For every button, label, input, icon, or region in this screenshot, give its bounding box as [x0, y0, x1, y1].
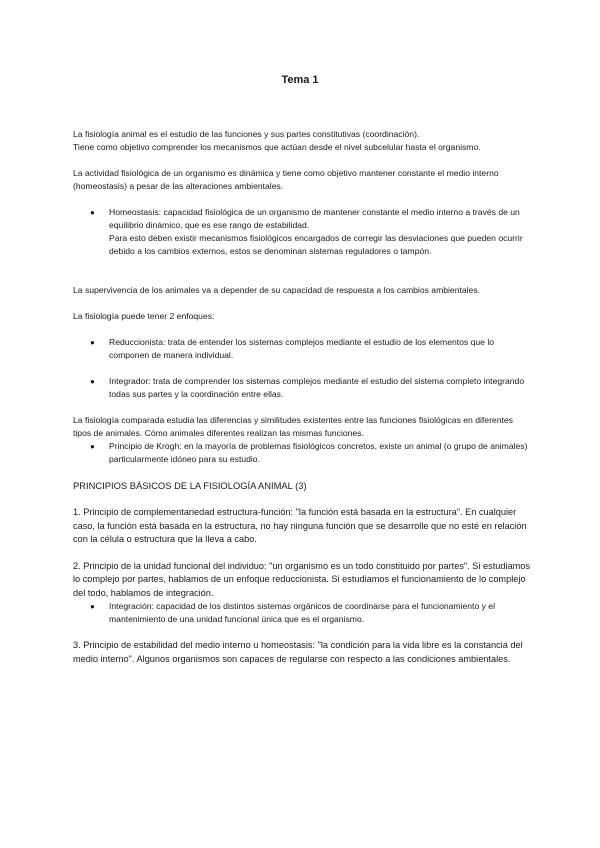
- page-title: Tema 1: [281, 74, 319, 86]
- bullet-icon: ●: [90, 338, 95, 347]
- krogh-principle: Principio de Krogh: en la mayoría de problemas fisiológicos concretos, existe un animal (o grupo de animales) particularmente idóneo para su estudio.: [109, 441, 528, 464]
- list-item: [73, 600, 533, 626]
- document-body: [73, 128, 533, 666]
- integration-definition: Integración: capacidad de los distintos sistemas orgánicos de coordinarse para el funcionamiento y el mantenimiento de una unidad funcional única que es el organismo.: [109, 601, 495, 624]
- principle-3: 3. Principio de estabilidad del medio interno u homeostasis: "la condición para la vida libre es la constancia del medio interno". Algunos organismos son capaces de regularse con respecto a las condiciones ambientales.: [73, 640, 523, 664]
- bullet-icon: ●: [90, 377, 95, 386]
- activity-paragraph: La actividad fisiológica de un organismo es dinámica y tiene como objetivo mantener constante el medio interno (homeostasis) a pesar de las alteraciones ambientales.: [73, 168, 499, 191]
- principle-2: 2. Principio de la unidad funcional del individuo: "un organismo es un todo constituido por partes". Si estudiamos lo complejo por partes, hablamos de un enfoque reduccionista. Si estudiamos el funcionamiento de lo complejo del todo, hablamos de integración.: [73, 560, 530, 598]
- bullet-icon: ●: [90, 442, 95, 451]
- integration-list: [73, 600, 533, 626]
- principle-1: 1. Principio de complementariedad estructura-función: "la función está basada en la estructura". En cualquier caso, la función está basada en la estructura, no hay ninguna función que se desarrolle que no esté en relación con la célula o estructura que la lleva a cabo.: [73, 507, 527, 544]
- approach-reductionist: Reduccionista: trata de entender los sistemas complejos mediante el estudio de los elementos que lo componen de manera individual.: [109, 337, 495, 360]
- homeostasis-regulators: Para esto deben existir mecanismos fisiológicos encargados de corregir las desviaciones que pueden ocurrir debido a los cambios externos, estos se denominan sistemas reguladores o tampón.: [109, 233, 523, 256]
- bullet-icon: ●: [90, 602, 95, 611]
- approaches-list: [73, 336, 533, 401]
- approaches-intro: La fisiología puede tener 2 enfoques:: [73, 311, 215, 321]
- homeostasis-definition: Homeostasis: capacidad fisiológica de un organismo de mantener constante el medio interno a través de un equilibrio dinámico, que es ese rango de estabilidad.: [109, 207, 520, 230]
- list-item: [73, 206, 533, 258]
- intro-line-2: Tiene como objetivo comprender los mecanismos que actúan desde el nivel subcelular hasta el organismo.: [73, 142, 481, 152]
- principles-heading: PRINCIPIOS BÁSICOS DE LA FISIOLOGÍA ANIMAL (3): [73, 480, 307, 491]
- comparative-paragraph: La fisiología comparada estudia las diferencias y similitudes existentes entre las funciones fisiológicas en diferentes tipos de animales. Cómo animales diferentes realizan las mismas funciones.: [73, 415, 513, 438]
- intro-line-1: La fisiología animal es el estudio de las funciones y sus partes constitutivas (coordinación).: [73, 129, 420, 139]
- list-item: [73, 375, 533, 401]
- survival-paragraph: La supervivencia de los animales va a depender de su capacidad de respuesta a los cambios ambientales.: [73, 285, 481, 295]
- krogh-list: [73, 440, 533, 466]
- list-item: [73, 440, 533, 466]
- homeostasis-list: [73, 206, 533, 258]
- approach-integrator: Integrador: trata de comprender los sistemas complejos mediante el estudio del sistema completo integrando todas sus partes y la coordinación entre ellas.: [109, 376, 525, 399]
- list-item: [73, 336, 533, 362]
- bullet-icon: ●: [90, 208, 95, 217]
